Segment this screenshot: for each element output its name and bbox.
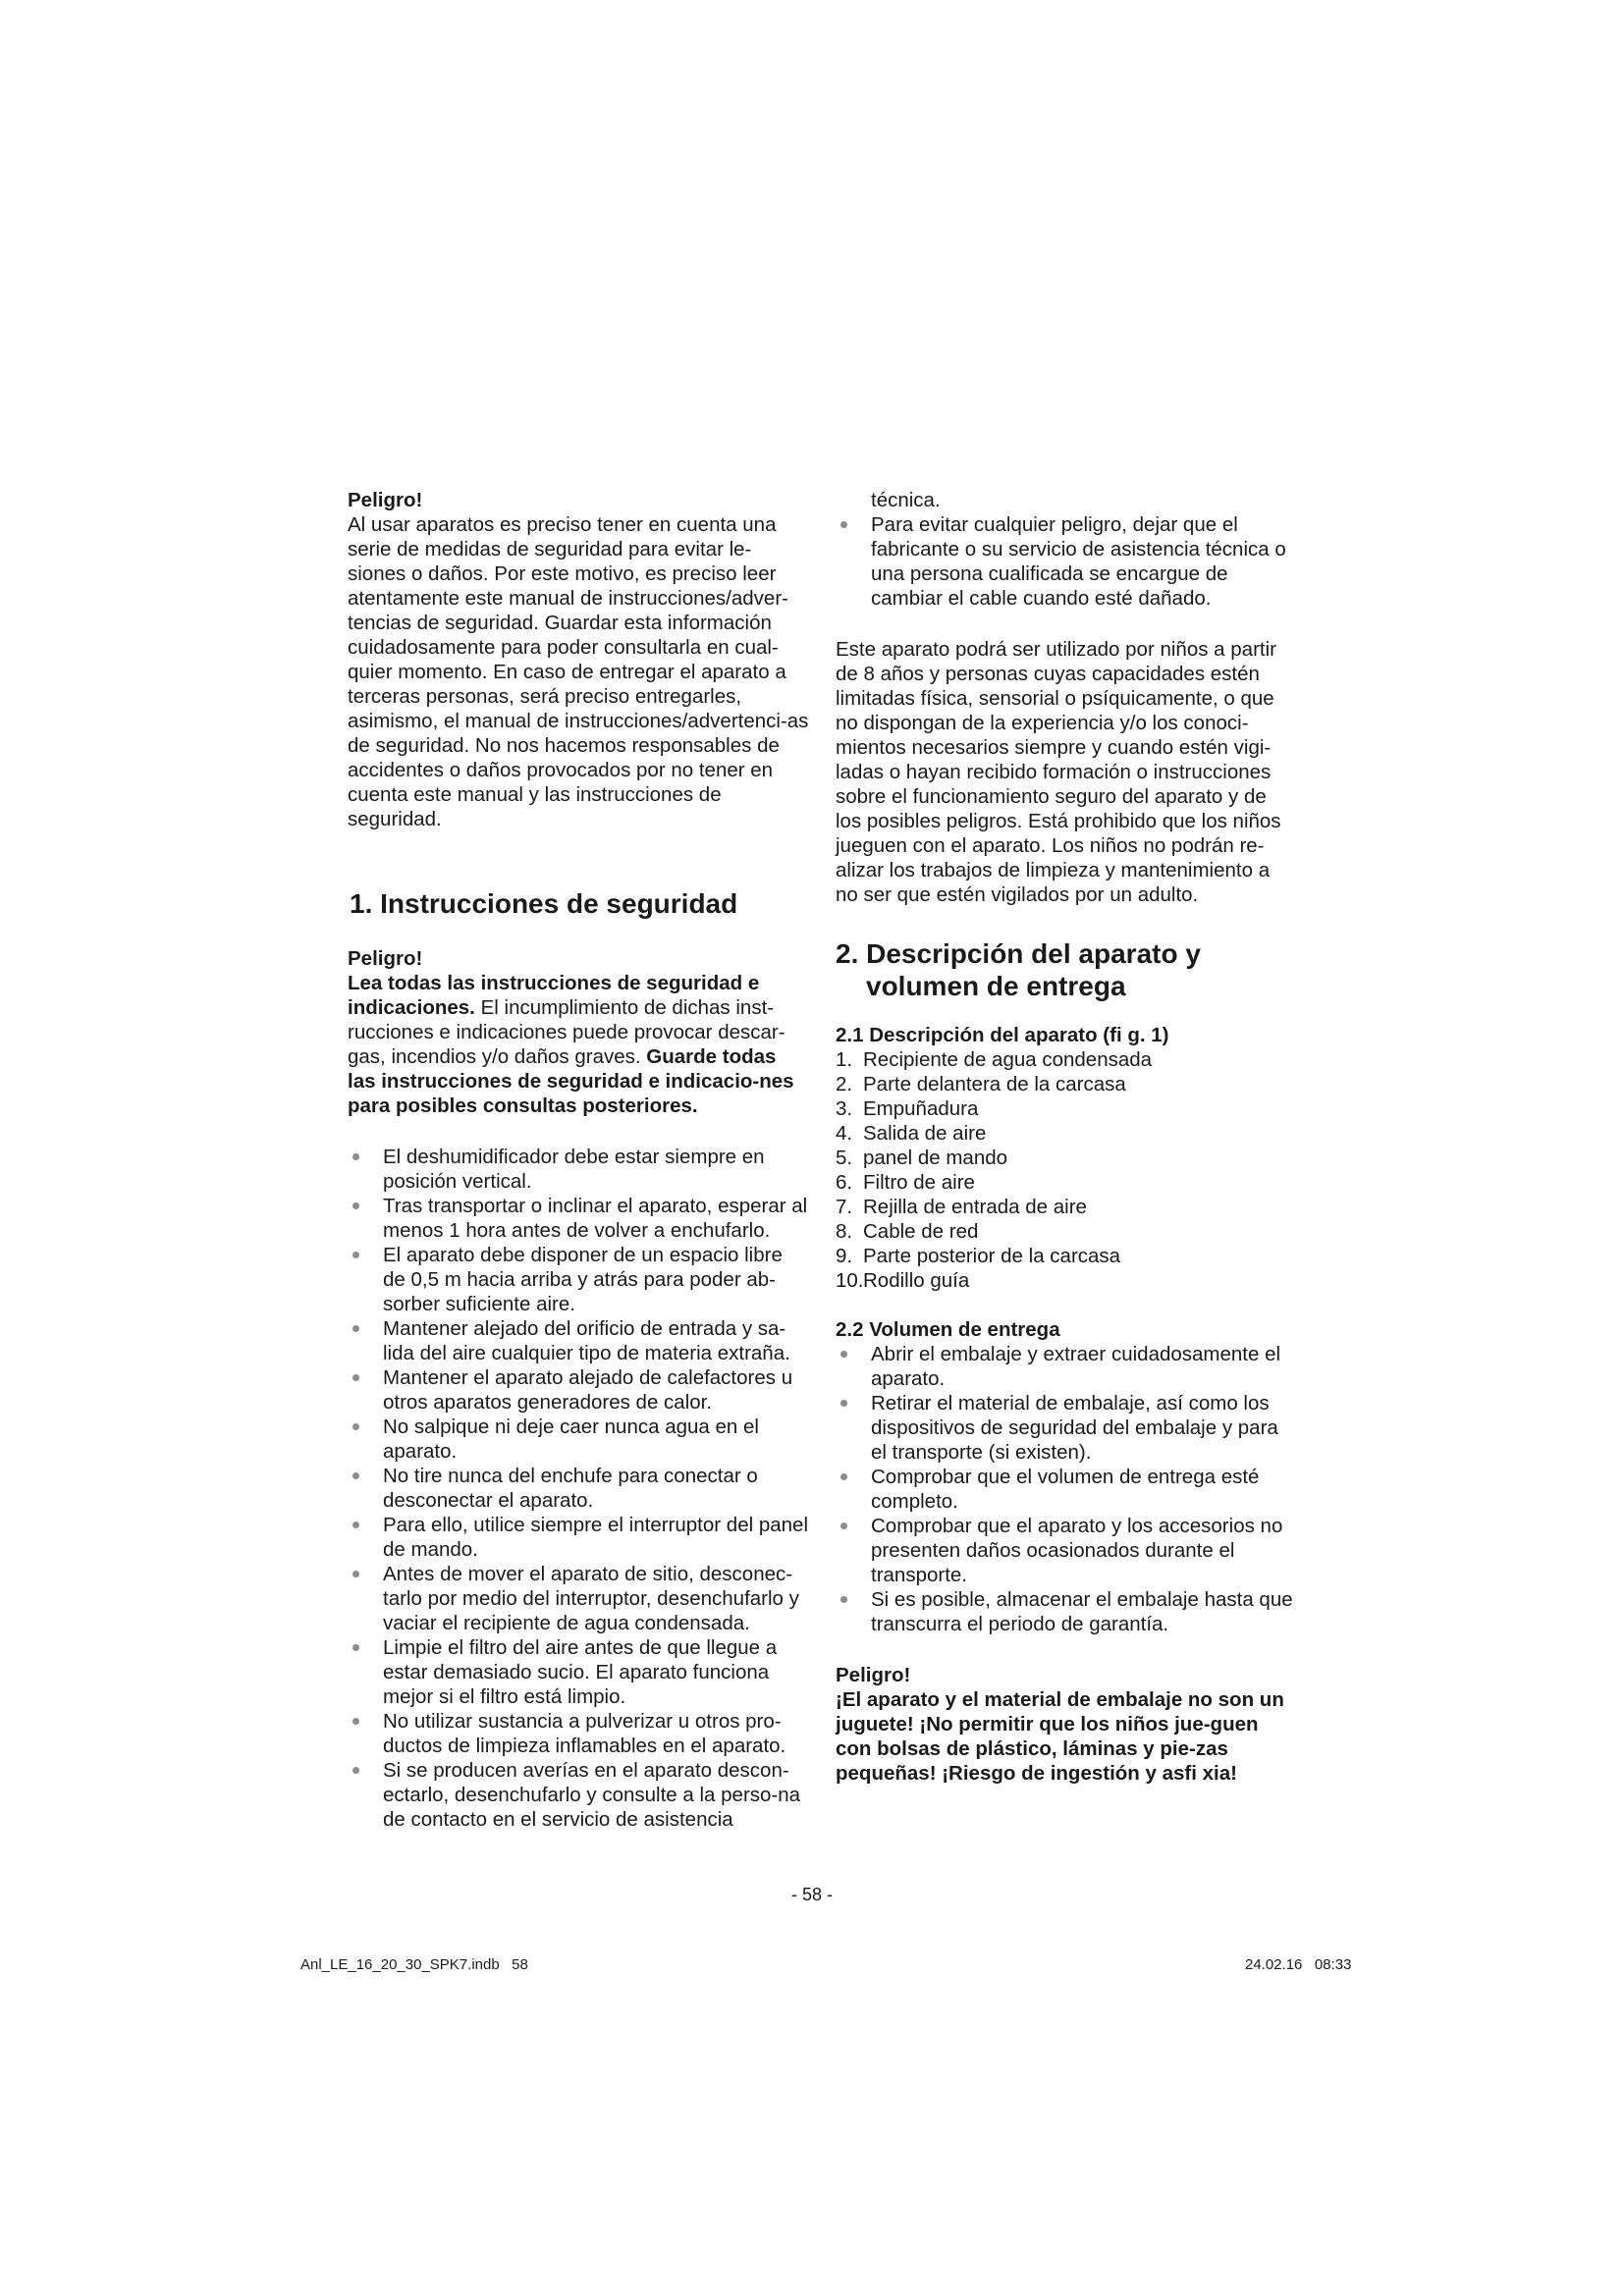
subsection-2-1-title: 2.1 Descripción del aparato (fi g. 1) <box>836 1024 1169 1046</box>
list-item: Limpie el filtro del aire antes de que llegue a estar demasiado sucio. El aparato funciona mejor si el filtro está limpio. <box>348 1635 809 1709</box>
bullet-icon <box>352 1202 359 1209</box>
bullet-icon <box>352 1767 359 1774</box>
list-item: Abrir el embalaje y extraer cuidadosamente el aparato. <box>836 1342 1297 1391</box>
list-item: 6. Filtro de aire <box>836 1171 975 1194</box>
bullet-icon <box>352 1252 359 1258</box>
bullet-icon <box>352 1472 359 1479</box>
list-item: 2. Parte delantera de la carcasa <box>836 1073 1126 1095</box>
list-item: Comprobar que el volumen de entrega esté completo. <box>836 1465 1297 1514</box>
list-item: Mantener el aparato alejado de calefactores u otros aparatos generadores de calor. <box>348 1365 809 1415</box>
list-item: 9. Parte posterior de la carcasa <box>836 1245 1121 1267</box>
footer-timestamp: 24.02.16 08:33 <box>1245 1956 1352 1973</box>
cable-bullet-list <box>836 512 1297 611</box>
continuation-text: técnica. <box>871 489 941 511</box>
warning-bold-1: Lea todas las instrucciones de seguridad e indicaciones. <box>348 972 760 1019</box>
bullet-icon <box>352 1718 359 1725</box>
list-item: Retirar el material de embalaje, así como los dispositivos de seguridad del embalaje y para el transporte (si existen). <box>836 1391 1297 1465</box>
list-item: El aparato debe disponer de un espacio libre de 0,5 m hacia arriba y atrás para poder ab-sorber suficiente aire. <box>348 1243 809 1316</box>
bullet-icon <box>840 1522 847 1529</box>
list-item: No salpique ni deje caer nunca agua en el aparato. <box>348 1415 809 1464</box>
delivery-bullet-list <box>836 1342 1297 1636</box>
final-warning-heading: Peligro! <box>836 1664 911 1686</box>
section-2-title-line-2: volumen de entrega <box>866 971 1126 1001</box>
list-item: Para ello, utilice siempre el interruptor del panel de mando. <box>348 1513 809 1562</box>
warning-bold-2: Guarde todas las instrucciones de seguridad e indicacio-nes para posibles consultas posteriores. <box>348 1045 794 1117</box>
list-item: Comprobar que el aparato y los accesorios no presenten daños ocasionados durante el transporte. <box>836 1514 1297 1587</box>
warning-paragraph <box>348 971 809 1118</box>
footer-file-info: Anl_LE_16_20_30_SPK7.indb 58 <box>300 1956 528 1973</box>
list-item: No tire nunca del enchufe para conectar o desconectar el aparato. <box>348 1464 809 1513</box>
children-paragraph: Este aparato podrá ser utilizado por niños a partir de 8 años y personas cuyas capacidades estén limitadas física, sensorial o psíquicamente, o que no dispongan de la experiencia y/o los conoci-mientos necesarios siempre y cuando estén vigi-ladas o hayan recibido formación o instrucciones sobre el funcionamiento seguro del aparato y de los posibles peligros. Está prohibido que los niños jueguen con el aparato. Los niños no podrán re-alizar los trabajos de limpieza y mantenimiento a no ser que estén vigilados por un adulto. <box>836 638 1281 906</box>
left-column <box>348 488 809 1832</box>
list-item: El deshumidificador debe estar siempre en posición vertical. <box>348 1145 809 1194</box>
list-item: 4. Salida de aire <box>836 1122 987 1145</box>
bullet-icon <box>840 1351 847 1358</box>
section-1-title: 1. Instrucciones de seguridad <box>350 888 738 919</box>
list-item: Para evitar cualquier peligro, dejar que el fabricante o su servicio de asistencia técnica o una persona cualificada se encargue de cambiar el cable cuando esté dañado. <box>836 512 1297 611</box>
list-item: 1. Recipiente de agua condensada <box>836 1048 1153 1071</box>
subsection-2-2-title: 2.2 Volumen de entrega <box>836 1318 1060 1341</box>
list-item: No utilizar sustancia a pulverizar u otros pro-ductos de limpieza inflamables en el aparato. <box>348 1709 809 1758</box>
list-item: Tras transportar o inclinar el aparato, esperar al menos 1 hora antes de volver a enchufarlo. <box>348 1194 809 1243</box>
parts-list <box>836 1047 1297 1293</box>
list-item: 3. Empuñadura <box>836 1097 979 1120</box>
list-item: Mantener alejado del orificio de entrada y sa-lida del aire cualquier tipo de materia extraña. <box>348 1316 809 1365</box>
right-column <box>836 488 1297 1786</box>
bullet-icon <box>840 1400 847 1407</box>
list-item: Si es posible, almacenar el embalaje hasta que transcurra el periodo de garantía. <box>836 1587 1297 1636</box>
list-item: Antes de mover el aparato de sitio, desconec-tarlo por medio del interruptor, desenchufarlo y vaciar el recipiente de agua condensada. <box>348 1562 809 1635</box>
intro-heading: Peligro! <box>348 489 423 511</box>
bullet-icon <box>840 521 847 528</box>
page-number: - 58 - <box>790 1885 833 1904</box>
bullet-icon <box>352 1522 359 1528</box>
bullet-icon <box>352 1374 359 1381</box>
section-2-title <box>836 937 1297 1002</box>
bullet-icon <box>352 1571 359 1577</box>
section-2-title-line-1: 2. Descripción del aparato y <box>836 938 1201 969</box>
intro-paragraph: Al usar aparatos es preciso tener en cuenta una serie de medidas de seguridad para evitar le-siones o daños. Por este motivo, es preciso leer atentamente este manual de instrucciones/adver-tencias de seguridad. Guardar esta información cuidadosamente para poder consultarla en cual-quier momento. En caso de entregar el aparato a terceras personas, será preciso entregarles, asimismo, el manual de instrucciones/advertenci-as de seguridad. No nos hacemos responsables de accidentes o daños provocados por no tener en cuenta este manual y las instrucciones de seguridad. <box>348 513 809 830</box>
bullet-icon <box>352 1153 359 1160</box>
warning-text: El incumplimiento de dichas inst-rucciones e indicaciones puede provocar descar-gas, incendios y/o daños graves. <box>348 996 785 1068</box>
list-item: Si se producen averías en el aparato descon-ectarlo, desenchufarlo y consulte a la perso-na de contacto en el servicio de asistencia <box>348 1758 809 1832</box>
warning-heading: Peligro! <box>348 947 423 970</box>
bullet-icon <box>352 1325 359 1332</box>
list-item: 7. Rejilla de entrada de aire <box>836 1196 1087 1218</box>
bullet-icon <box>352 1423 359 1430</box>
bullet-icon <box>840 1473 847 1480</box>
bullet-icon <box>352 1644 359 1651</box>
list-item: 8. Cable de red <box>836 1220 979 1243</box>
safety-bullet-list <box>348 1145 809 1832</box>
list-item: 10. Rodillo guía <box>836 1269 970 1292</box>
list-item: 5. panel de mando <box>836 1147 1008 1169</box>
final-warning-text: ¡El aparato y el material de embalaje no son un juguete! ¡No permitir que los niños jue-guen con bolsas de plástico, láminas y pie-zas pequeñas! ¡Riesgo de ingestión y asfi xia! <box>836 1688 1284 1785</box>
bullet-icon <box>840 1596 847 1603</box>
